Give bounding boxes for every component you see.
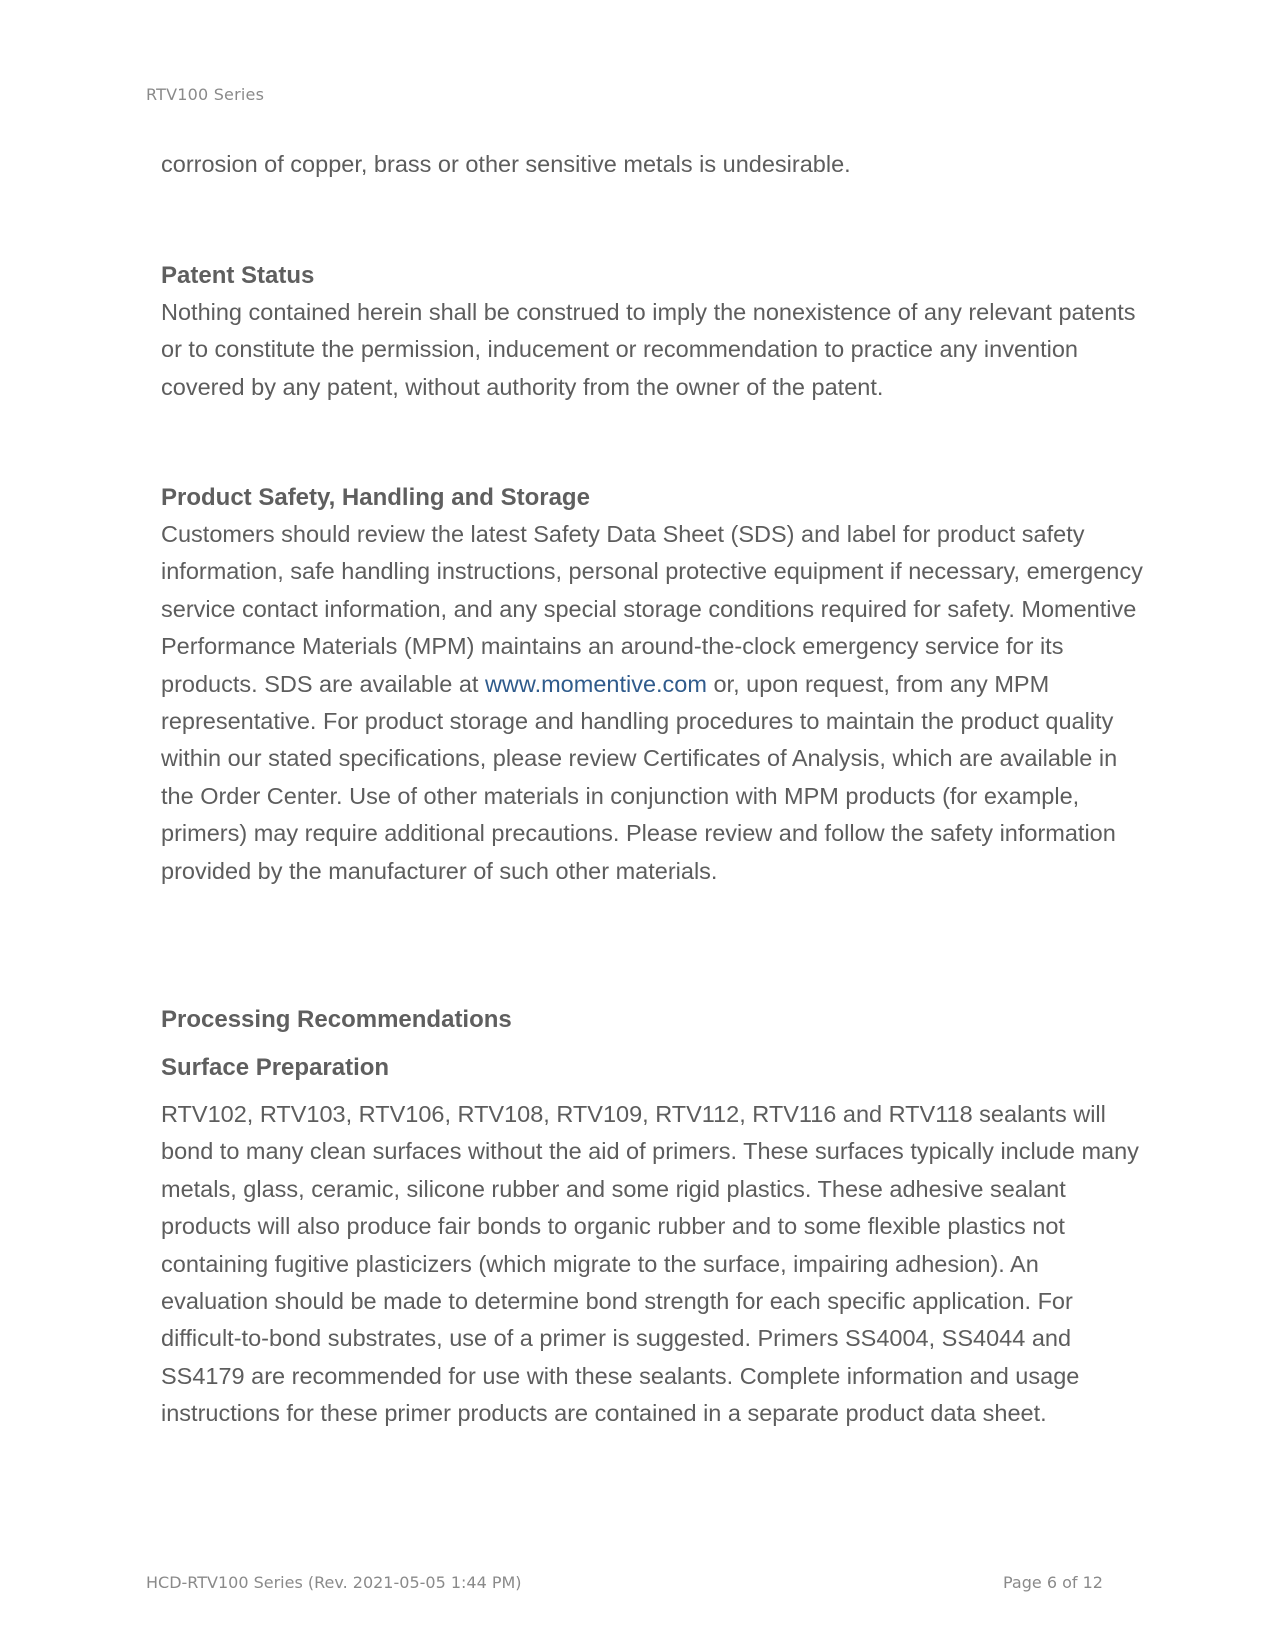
patent-status-heading: Patent Status — [161, 262, 315, 289]
surface-preparation-paragraph: RTV102, RTV103, RTV106, RTV108, RTV109, RTV112, RTV116 and RTV118 sealants will bond to many clean surfaces without the aid of primers. These surfaces typically include many metals, glass, ceramic, silicone rubber and some rigid plastics. These adhesive sealant products will also produce fair bonds to organic rubber and to some flexible plastics not containing fugitive plasticizers (which migrate to the surface, impairing adhesion). An evaluation should be made to determine bond strength for each specific application. For difficult-to-bond substrates, use of a primer is suggested. Primers SS4004, SS4044 and SS4179 are recommended for use with these sealants. Complete information and usage instructions for these primer products are contained in a separate product data sheet. — [161, 1101, 1139, 1427]
processing-recommendations-heading: Processing Recommendations — [161, 1006, 512, 1033]
footer-document-id: HCD-RTV100 Series (Rev. 2021-05-05 1:44 PM) — [146, 1573, 522, 1592]
surface-preparation-subheading: Surface Preparation — [161, 1054, 390, 1081]
safety-text-before-link: Customers should review the latest Safety Data Sheet (SDS) and label for product safety information, safe handling instructions, personal protective equipment if necessary, emergency service contact information, and any special storage conditions required for safety. Momentive Performance Materials (MPM) maintains an around-the-clock emergency service for its products. SDS are available at — [161, 521, 1143, 697]
product-safety-paragraph — [161, 516, 1146, 890]
running-header: RTV100 Series — [146, 85, 265, 104]
safety-text-after-link: or, upon request, from any MPM representative. For product storage and handling procedures to maintain the product quality within our stated specifications, please review Certificates of Analysis, which are available in the Order Center. Use of other materials in conjunction with MPM products (for example, primers) may require additional precautions. Please review and follow the safety information provided by the manufacturer of such other materials. — [161, 670, 1118, 884]
continuation-paragraph: corrosion of copper, brass or other sensitive metals is undesirable. — [161, 151, 851, 177]
product-safety-heading: Product Safety, Handling and Storage — [161, 484, 590, 511]
patent-status-paragraph: Nothing contained herein shall be construed to imply the nonexistence of any relevant patents or to constitute the permission, inducement or recommendation to practice any invention covered by any patent, without authority from the owner of the patent. — [161, 299, 1136, 400]
momentive-website-link[interactable]: www.momentive.com — [484, 670, 707, 697]
footer-page-number: Page 6 of 12 — [1003, 1573, 1103, 1592]
